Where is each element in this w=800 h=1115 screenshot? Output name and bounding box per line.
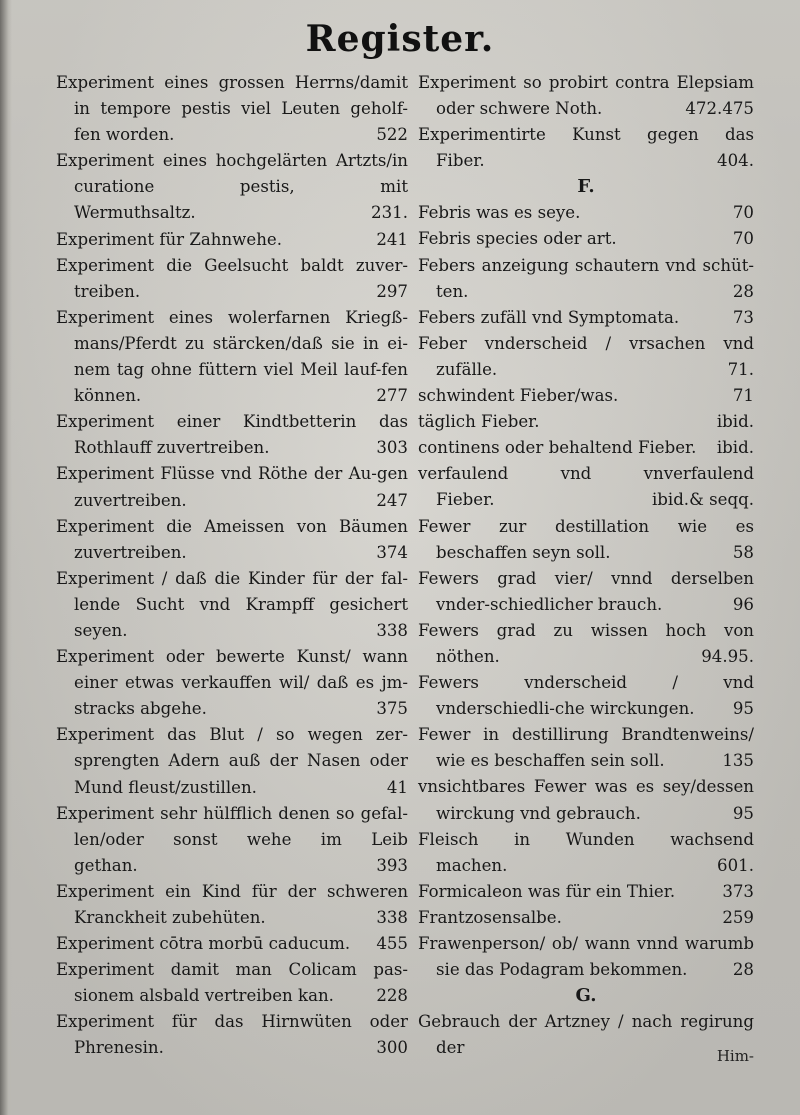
index-entry	[418, 435, 754, 461]
entry-page-number: 41	[386, 777, 408, 797]
entry-text: Experiment Flüsse vnd Röthe der Au-gen zuvertreiben.	[56, 464, 408, 510]
index-entry	[56, 409, 408, 461]
entry-text: Fewer in destillirung Brandtenweins/ wie es beschaffen sein soll.	[418, 725, 754, 771]
index-column-left	[56, 70, 408, 1062]
entry-page-number: 373	[722, 881, 754, 901]
entry-page-number: 297	[376, 281, 408, 301]
entry-text: Fewers vnderscheid / vnd vnderschiedli-che wirckungen.	[418, 673, 754, 719]
index-entry	[418, 1009, 754, 1061]
entry-page-number: 303	[376, 438, 408, 458]
index-entry	[56, 722, 408, 800]
index-entry	[418, 122, 754, 174]
entry-text: Experiment sehr hülfflich denen so gefal-len/oder sonst wehe im Leib gethan.	[56, 803, 408, 875]
entry-page-number: 277	[376, 386, 408, 406]
index-entry	[56, 1009, 408, 1061]
entry-text: continens oder behaltend Fieber.	[418, 438, 697, 458]
entry-text: Fewers grad vier/ vnnd derselben vnder-schiedlicher brauch.	[418, 568, 754, 614]
index-entry	[56, 148, 408, 226]
entry-page-number: 28	[732, 960, 754, 980]
entry-text: Febris was es seye.	[418, 203, 581, 223]
entry-page-number: 393	[376, 855, 408, 875]
index-entry	[418, 226, 754, 252]
entry-text: Fewers grad zu wissen hoch von nöthen.	[418, 620, 754, 666]
index-entry	[56, 461, 408, 513]
index-entry	[56, 879, 408, 931]
entry-text: Formicaleon was für ein Thier.	[418, 881, 676, 901]
entry-page-number: 472.475	[685, 99, 754, 119]
entry-text: verfaulend vnd vnverfaulend Fieber.	[418, 464, 754, 510]
entry-text: Experiment das Blut / so wegen zer-sprengten Adern auß der Nasen oder Mund fleust/zustillen.	[56, 725, 408, 797]
index-entry	[418, 409, 754, 435]
index-entry	[418, 305, 754, 331]
index-entry	[56, 957, 408, 1009]
entry-page-number: 522	[376, 125, 408, 145]
entry-text: Experiment die Geelsucht baldt zuver-treiben.	[56, 255, 408, 301]
entry-page-number: 70	[732, 229, 754, 249]
entry-text: Feber vnderscheid / vrsachen vnd zufälle.	[418, 333, 754, 379]
entry-text: vnsichtbares Fewer was es sey/dessen wirckung vnd gebrauch.	[418, 777, 754, 823]
section-letter: F.	[577, 176, 595, 198]
entry-text: Experiment für Zahnwehe.	[56, 229, 282, 249]
entry-page-number: 71	[732, 386, 754, 406]
entry-text: Experiment eines grossen Herrns/damit in tempore pestis viel Leuten geholf-fen worden.	[56, 73, 408, 145]
entry-page-number: 601.	[717, 855, 754, 875]
entry-text: Febris species oder art.	[418, 229, 617, 249]
entry-text: Experiment die Ameissen von Bäumen zuvertreiben.	[56, 516, 408, 562]
entry-page-number: 375	[376, 699, 408, 719]
entry-page-number: 259	[722, 907, 754, 927]
entry-text: Experiment cōtra morbū caducum.	[56, 934, 351, 954]
index-entry	[418, 200, 754, 226]
entry-page-number: ibid.& seqq.	[651, 490, 754, 510]
entry-page-number: 28	[732, 281, 754, 301]
index-entry	[418, 774, 754, 826]
entry-text: Experiment einer Kindtbetterin das Rothlauff zuvertreiben.	[56, 412, 408, 458]
entry-text: Experiment ein Kind für der schweren Kranckheit zubehüten.	[56, 881, 408, 927]
entry-text: Experimentirte Kunst gegen das Fiber.	[418, 125, 754, 171]
index-entry	[56, 70, 408, 148]
index-entry	[56, 801, 408, 879]
entry-page-number: 135	[722, 751, 754, 771]
entry-page-number: 247	[376, 490, 408, 510]
entry-text: Experiment eines wolerfarnen Kriegß-mans/Pferdt zu stärcken/daß sie in ei-nem tag ohne füttern viel Meil lauf-fen können.	[56, 307, 408, 406]
entry-page-number: 71.	[727, 359, 754, 379]
index-entry	[418, 70, 754, 122]
entry-text: Experiment oder bewerte Kunst/ wann einer etwas verkauffen wil/ daß es jm-stracks abgehe.	[56, 647, 408, 719]
catchword: Him-	[716, 1047, 754, 1065]
entry-page-number: 374	[376, 542, 408, 562]
index-entry	[418, 461, 754, 513]
entry-text: Febers zufäll vnd Symptomata.	[418, 307, 680, 327]
index-entry	[418, 331, 754, 383]
entry-text: Gebrauch der Artzney / nach regirung der	[418, 1012, 754, 1058]
index-entry	[56, 931, 408, 957]
entry-text: Febers anzeigung schautern vnd schüt-ten.	[418, 255, 754, 301]
index-entry	[56, 514, 408, 566]
index-entry	[56, 305, 408, 409]
entry-page-number: ibid.	[716, 438, 754, 458]
entry-page-number: 241	[376, 229, 408, 249]
index-entry	[418, 931, 754, 983]
index-entry	[418, 383, 754, 409]
entry-text: schwindent Fieber/was.	[418, 386, 619, 406]
entry-page-number: 455	[376, 934, 408, 954]
index-entry	[418, 879, 754, 905]
entry-page-number: 94.95.	[701, 646, 754, 666]
entry-page-number: ibid.	[716, 412, 754, 432]
entry-text: Experiment damit man Colicam pas-sionem alsbald vertreiben kan.	[56, 960, 408, 1006]
entry-page-number: 95	[732, 803, 754, 823]
index-entry	[56, 227, 408, 253]
index-column-right	[418, 70, 754, 1061]
index-entry	[56, 644, 408, 722]
page-edge-shadow	[0, 0, 12, 1115]
entry-text: Fewer zur destillation wie es beschaffen seyn soll.	[418, 516, 754, 562]
index-entry	[418, 514, 754, 566]
entry-page-number: 338	[376, 908, 408, 927]
entry-page-number: 300	[376, 1038, 408, 1058]
index-entry	[418, 618, 754, 670]
index-entry	[56, 253, 408, 305]
entry-text: täglich Fieber.	[418, 412, 540, 432]
entry-page-number: 58	[732, 542, 754, 562]
index-entry	[418, 905, 754, 931]
entry-page-number: 96	[732, 594, 754, 614]
entry-text: Fleisch in Wunden wachsend machen.	[418, 829, 754, 875]
entry-page-number: 95	[732, 699, 754, 719]
entry-page-number: 228	[376, 986, 408, 1006]
entry-text: Experiment / daß die Kinder für der fal-lende Sucht vnd Krampff gesichert seyen.	[56, 568, 408, 640]
index-entry	[56, 566, 408, 644]
index-entry	[418, 253, 754, 305]
entry-page-number: 73	[732, 307, 754, 327]
entry-text: Experiment so probirt contra Elepsiam oder schwere Noth.	[418, 73, 754, 119]
entry-text: Experiment für das Hirnwüten oder Phrenesin.	[56, 1012, 408, 1058]
section-letter: G.	[575, 985, 597, 1007]
entry-page-number: 404.	[717, 151, 754, 171]
entry-text: Frawenperson/ ob/ wann vnnd warumb sie das Podagram bekommen.	[418, 934, 754, 980]
entry-page-number: 338	[376, 620, 408, 640]
index-entry	[418, 566, 754, 618]
entry-text: Frantzosensalbe.	[418, 907, 562, 927]
index-entry	[418, 827, 754, 879]
page-title: Register.	[305, 18, 495, 60]
index-entry	[418, 722, 754, 774]
entry-page-number: 231.	[371, 203, 408, 223]
entry-page-number: 70	[732, 203, 754, 223]
index-entry	[418, 670, 754, 722]
entry-text: Experiment eines hochgelärten Artzts/in curatione pestis, mit Wermuthsaltz.	[56, 151, 408, 223]
